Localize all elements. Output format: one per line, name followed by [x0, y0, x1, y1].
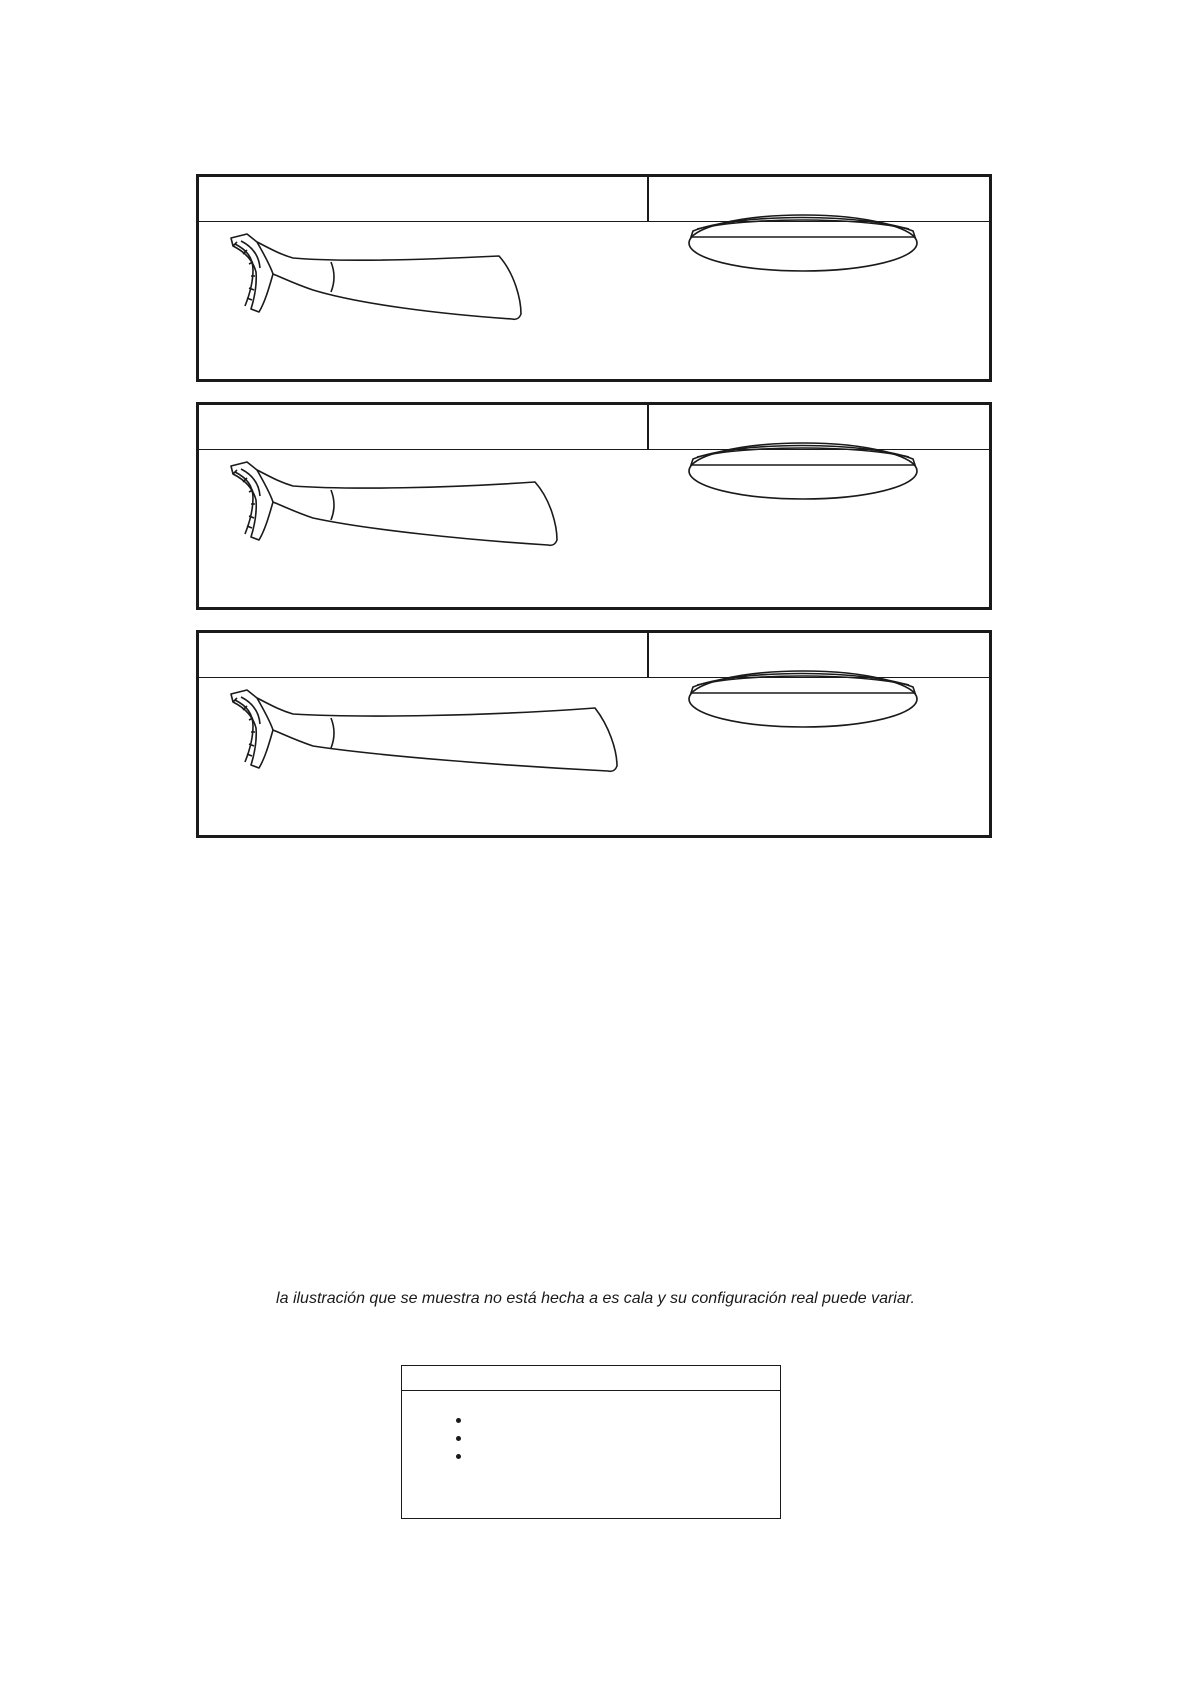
bullet-icon: [456, 1454, 461, 1459]
list-item: [460, 1430, 470, 1448]
canopy-icon: [687, 207, 927, 279]
list-item: [460, 1448, 470, 1466]
fan-blade-icon: [229, 232, 529, 332]
fan-option-panel-1: [196, 174, 992, 382]
list-item: [460, 1412, 470, 1430]
fan-option-panel-3: [196, 630, 992, 838]
canopy-icon: [687, 663, 927, 735]
canopy-icon: [687, 435, 927, 507]
column-divider: [647, 177, 649, 221]
info-box-list: [460, 1412, 470, 1466]
bullet-icon: [456, 1436, 461, 1441]
fan-blade-icon: [229, 688, 629, 788]
info-box-header: [402, 1366, 780, 1391]
column-divider: [647, 633, 649, 677]
fan-blade-icon: [229, 460, 569, 560]
bullet-icon: [456, 1418, 461, 1423]
fan-option-panel-2: [196, 402, 992, 610]
scale-disclaimer-note: la ilustración que se muestra no está hecha a es cala y su configuración real puede variar.: [276, 1290, 915, 1307]
column-divider: [647, 405, 649, 449]
info-box: [401, 1365, 781, 1519]
